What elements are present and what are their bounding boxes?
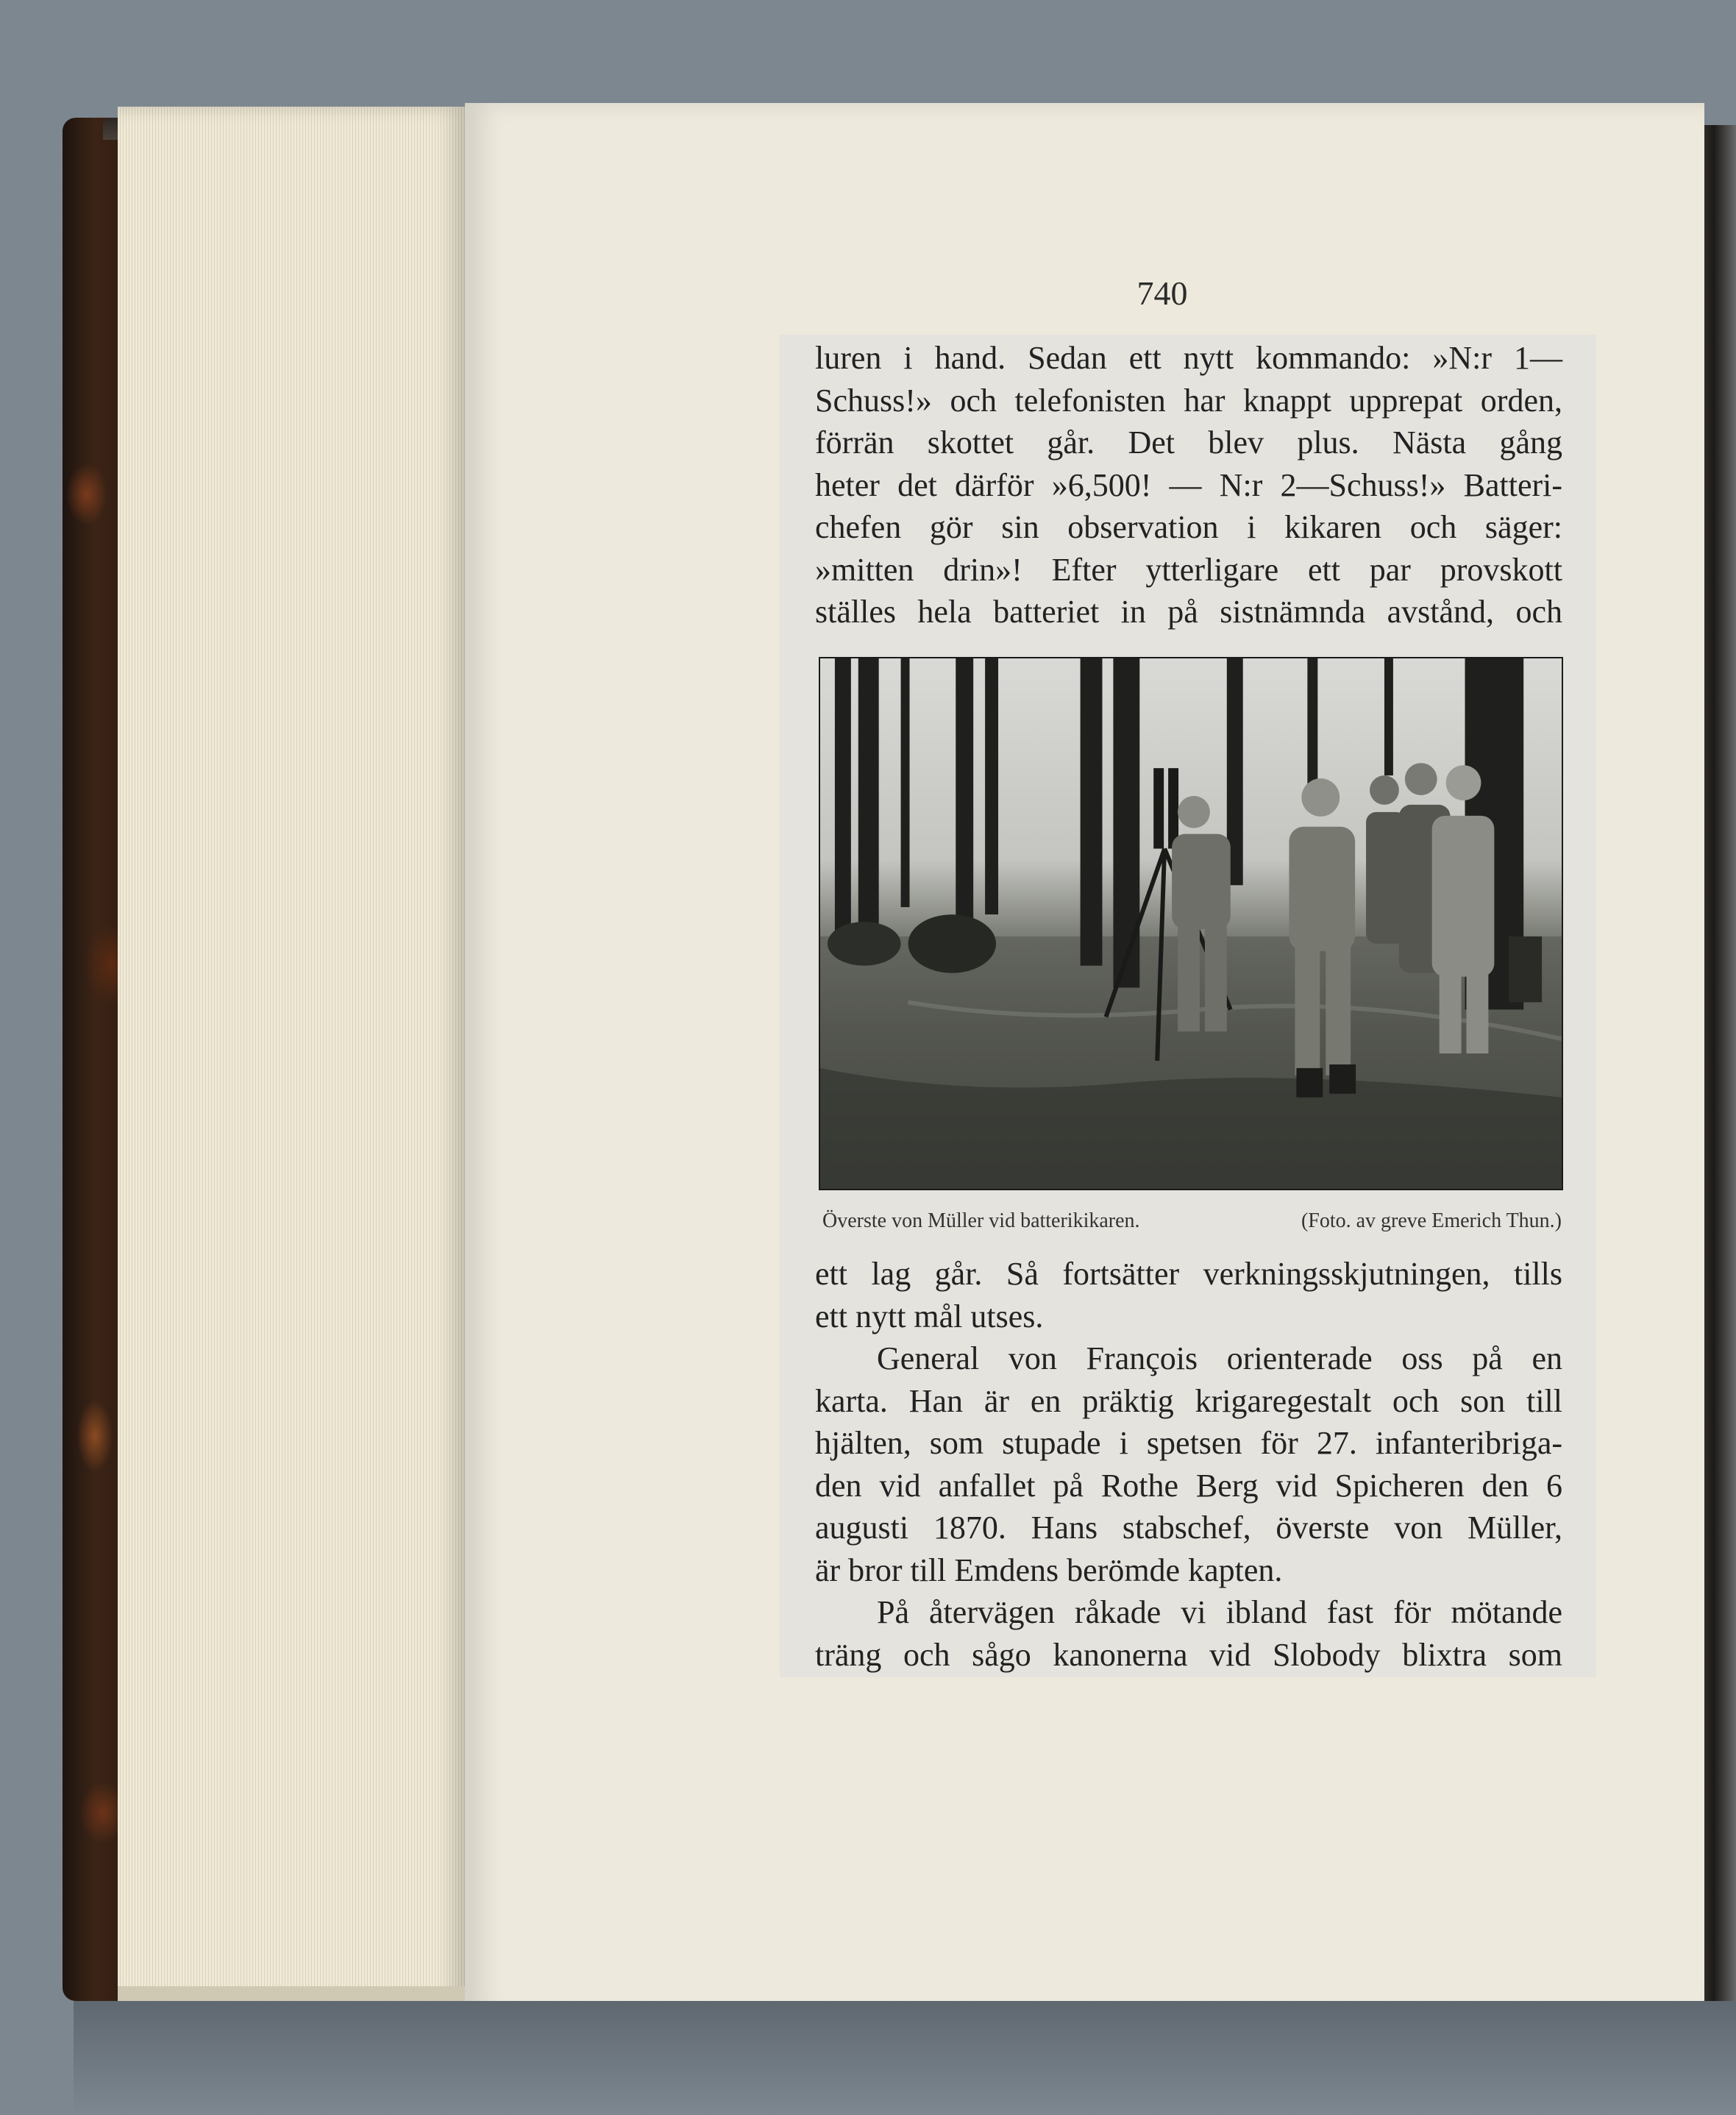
text-line: ett nytt mål utses. <box>815 1298 1044 1334</box>
page-stack <box>118 107 467 2001</box>
text-line: hjälten, som stupade i spetsen för 27. infanteribriga- <box>815 1425 1562 1461</box>
text-line: den vid anfallet på Rothe Berg vid Spicheren den 6 <box>815 1467 1562 1504</box>
text-line: Schuss!» och telefonisten har knappt upprepat orden, <box>815 382 1562 419</box>
paragraph-top <box>815 337 1562 633</box>
paragraph-bottom <box>815 1253 1562 1676</box>
text-line: är bror till Emdens berömde kapten. <box>815 1551 1283 1588</box>
text-line: förrän skottet går. Det blev plus. Nästa gång <box>815 424 1562 461</box>
text-line: chefen gör sin observation i kikaren och säger: <box>815 509 1562 545</box>
text-line: karta. Han är en präktig krigaregestalt och son till <box>815 1382 1562 1419</box>
page-number: 740 <box>1136 274 1188 312</box>
photograph <box>819 657 1563 1190</box>
text-line: ställes hela batteriet in på sistnämnda avstånd, och <box>815 594 1562 630</box>
text-line: träng och sågo kanonerna vid Slobody blixtra som <box>815 1636 1562 1673</box>
caption-credit: (Foto. av greve Emerich Thun.) <box>1301 1209 1562 1232</box>
text-line: På återvägen råkade vi ibland fast för mötande <box>877 1594 1562 1630</box>
text-line: General von François orienterade oss på en <box>877 1340 1562 1376</box>
photograph-illustration <box>820 658 1562 1189</box>
text-line: »mitten drin»! Efter ytterligare ett par provskott <box>815 551 1562 588</box>
text-line: ett lag går. Så fortsätter verkningsskjutningen, tills <box>815 1256 1562 1292</box>
caption-text: Överste von Müller vid batterikikaren. <box>822 1209 1140 1232</box>
text-line: heter det därför »6,500! — N:r 2—Schuss!» Batteri- <box>815 466 1562 503</box>
photo-caption <box>822 1209 1562 1233</box>
text-line: luren i hand. Sedan ett nytt kommando: »N:r 1— <box>815 340 1562 376</box>
background-bottom <box>74 2001 1736 2115</box>
book-gutter-right <box>1704 125 1736 2038</box>
text-line: augusti 1870. Hans stabschef, överste von Müller, <box>815 1510 1562 1546</box>
